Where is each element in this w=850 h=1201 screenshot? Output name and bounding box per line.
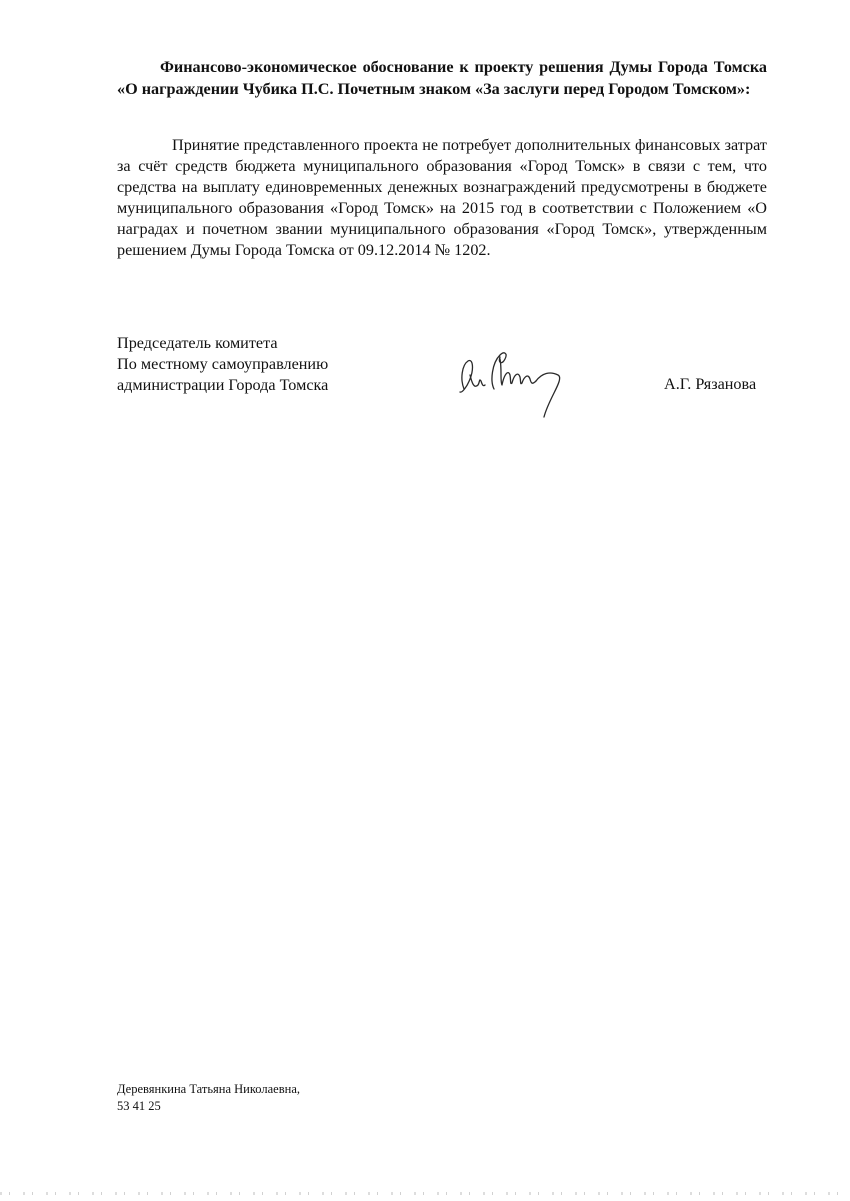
signatory-position-line: Председатель комитета [117, 334, 278, 352]
executor-info [117, 1081, 300, 1115]
scan-edge-artifact [0, 1192, 850, 1195]
signer-name: А.Г. Рязанова [664, 375, 757, 393]
document-title: Финансово-экономическое обоснование к проекту решения Думы Города Томска «О награждении Чубика П.С. Почетным знаком «За заслуги перед Городом Томском»: [117, 58, 767, 98]
justification-paragraph: Принятие представленного проекта не потребует дополнительных финансовых затрат за счёт средств бюджета муниципального образования «Город Томск» в связи с тем, что средства на выплату единовременных денежных вознаграждений предусмотрены в бюджете муниципального образования «Город Томск» на 2015 год в соответствии с Положением «О наградах и почетном звании муниципального образования «Город Томск», утвержденным решением Думы Города Томска от 09.12.2014 № 1202. [117, 136, 767, 259]
handwritten-signature [450, 345, 580, 425]
signatory-position-line: По местному самоуправлению [117, 354, 329, 373]
executor-phone: 53 41 25 [117, 1099, 161, 1113]
signatory-position-line: администрации Города Томска [117, 375, 329, 394]
signatory-position [117, 333, 328, 396]
executor-name: Деревянкина Татьяна Николаевна, [117, 1082, 300, 1096]
